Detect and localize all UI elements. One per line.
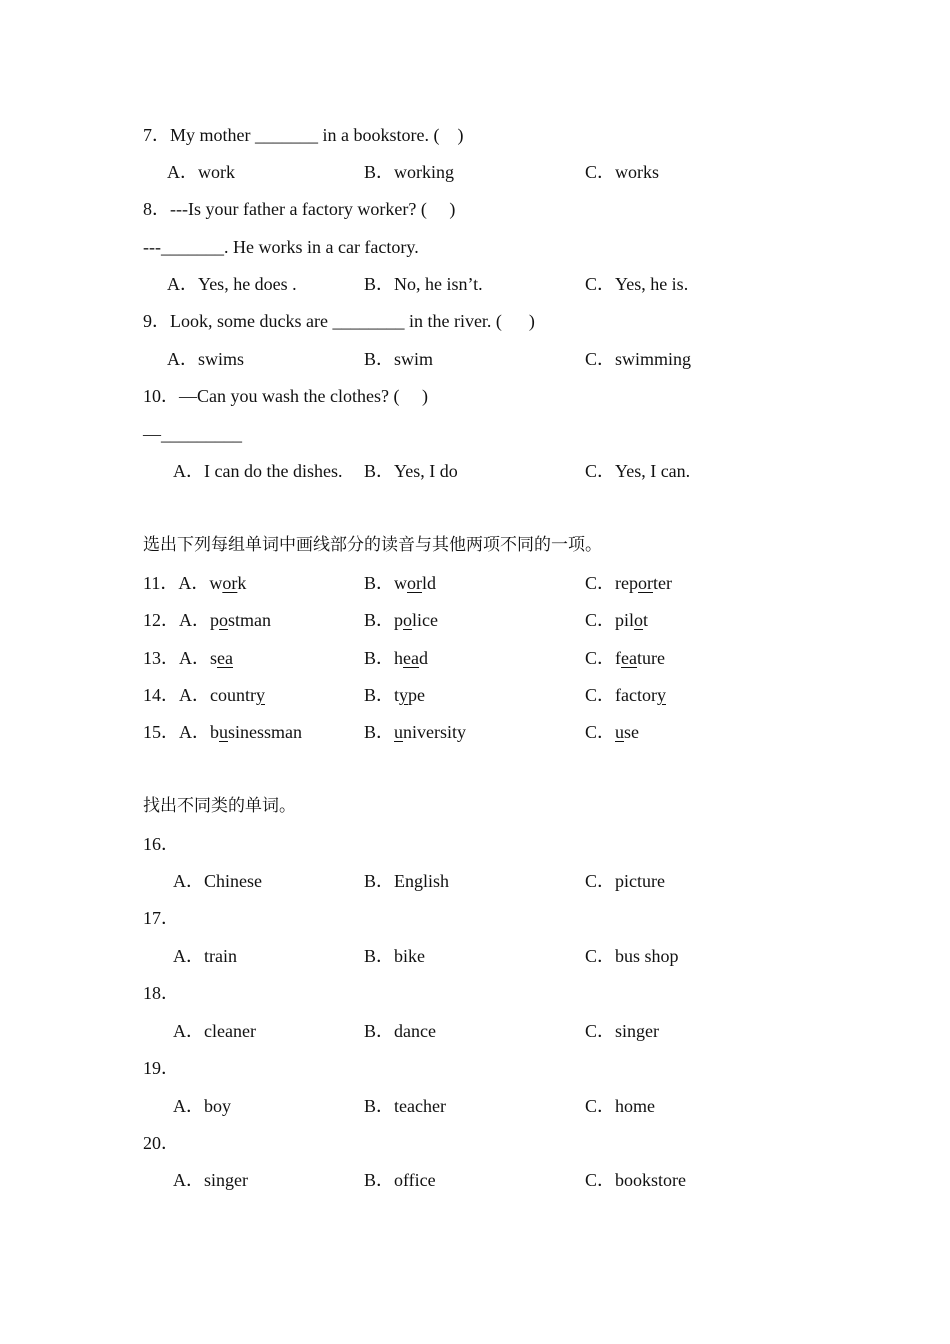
- question-14-option-b[interactable]: [364, 685, 425, 705]
- underlined-part: ea: [621, 648, 637, 668]
- word-part: pe: [408, 685, 426, 705]
- option-a-word: [210, 685, 265, 705]
- word-part: w: [209, 573, 223, 593]
- question-19-number: 19．: [143, 1058, 179, 1078]
- question-18-number: 18．: [143, 983, 179, 1003]
- option-b-label: B．: [364, 685, 395, 705]
- option-b-label: B．: [364, 722, 395, 742]
- underlined-part: y: [255, 685, 265, 705]
- word-part: f: [615, 648, 622, 668]
- question-7-stem: 7．My mother _______ in a bookstore. ( ): [143, 125, 464, 145]
- question-8-option-c[interactable]: C．Yes, he is.: [585, 274, 689, 294]
- option-c-word: [615, 610, 648, 630]
- word-part: se: [624, 722, 640, 742]
- question-10-option-b[interactable]: B．Yes, I do: [364, 461, 458, 481]
- option-b-word: [394, 610, 438, 630]
- question-9-option-a[interactable]: A．swims: [167, 349, 245, 369]
- question-13-number: 13．A．: [143, 648, 210, 668]
- question-13-option-c[interactable]: [585, 648, 665, 668]
- word-part: lice: [412, 610, 438, 630]
- question-11-option-b[interactable]: [364, 573, 436, 593]
- option-b-label: B．: [364, 610, 395, 630]
- word-part: ture: [637, 648, 665, 668]
- underlined-part: u: [394, 722, 404, 742]
- option-c-label: C．: [585, 685, 616, 705]
- option-a-word: [209, 573, 246, 593]
- question-9-option-b[interactable]: B．swim: [364, 349, 434, 369]
- question-17-option-a[interactable]: A．train: [173, 946, 237, 966]
- section-2-heading: 选出下列每组单词中画线部分的读音与其他两项不同的一项。: [143, 535, 602, 555]
- option-a-word: [210, 610, 271, 630]
- question-16-option-a[interactable]: A．Chinese: [173, 871, 262, 891]
- question-11-option-a[interactable]: [143, 573, 246, 593]
- word-part: w: [394, 573, 408, 593]
- question-10-response: —_________: [143, 424, 242, 444]
- question-16-option-b[interactable]: B．English: [364, 871, 450, 891]
- underlined-part: y: [656, 685, 666, 705]
- option-c-label: C．: [585, 648, 616, 668]
- question-8-stem: 8．---Is your father a factory worker? ( ): [143, 199, 456, 219]
- question-7-option-a[interactable]: A．work: [167, 162, 235, 182]
- question-18-option-a[interactable]: A．cleaner: [173, 1021, 256, 1041]
- underlined-part: o: [634, 610, 644, 630]
- underlined-part: or: [638, 573, 653, 593]
- underlined-part: or: [222, 573, 238, 593]
- word-part: b: [210, 722, 219, 742]
- question-17-number: 17．: [143, 908, 179, 928]
- question-12-number: 12．A．: [143, 610, 210, 630]
- word-part: d: [419, 648, 428, 668]
- underlined-part: ea: [217, 648, 233, 668]
- question-15-number: 15．A．: [143, 722, 210, 742]
- word-part: rep: [615, 573, 638, 593]
- question-18-option-b[interactable]: B．dance: [364, 1021, 436, 1041]
- question-20-option-a[interactable]: A．singer: [173, 1170, 248, 1190]
- word-part: countr: [210, 685, 256, 705]
- option-b-word: [394, 648, 428, 668]
- underlined-part: or: [407, 573, 423, 593]
- question-11-option-c[interactable]: [585, 573, 672, 593]
- option-a-word: [210, 722, 302, 742]
- word-part: h: [394, 648, 404, 668]
- word-part: stman: [228, 610, 271, 630]
- question-15-option-b[interactable]: [364, 722, 466, 742]
- underlined-part: u: [615, 722, 625, 742]
- option-b-word: [394, 685, 425, 705]
- question-20-option-b[interactable]: B．office: [364, 1170, 436, 1190]
- underlined-part: o: [219, 610, 228, 630]
- question-19-option-b[interactable]: B．teacher: [364, 1096, 446, 1116]
- question-10-option-a[interactable]: A．I can do the dishes.: [173, 461, 343, 481]
- question-11-number: 11．A．: [143, 573, 210, 593]
- question-14-number: 14．A．: [143, 685, 210, 705]
- option-c-word: [615, 648, 665, 668]
- underlined-part: u: [219, 722, 228, 742]
- word-part: ter: [653, 573, 672, 593]
- question-19-option-a[interactable]: A．boy: [173, 1096, 231, 1116]
- word-part: niversity: [403, 722, 467, 742]
- underlined-part: ea: [403, 648, 419, 668]
- word-part: p: [394, 610, 404, 630]
- option-b-word: [394, 573, 436, 593]
- question-15-option-c[interactable]: [585, 722, 639, 742]
- question-17-option-b[interactable]: B．bike: [364, 946, 425, 966]
- option-b-label: B．: [364, 573, 395, 593]
- question-12-option-b[interactable]: [364, 610, 438, 630]
- question-7-option-b[interactable]: B．working: [364, 162, 454, 182]
- question-14-option-c[interactable]: [585, 685, 666, 705]
- word-part: s: [210, 648, 218, 668]
- word-part: factor: [615, 685, 657, 705]
- question-14-option-a[interactable]: [143, 685, 265, 705]
- option-c-word: [615, 685, 666, 705]
- word-part: t: [643, 610, 649, 630]
- option-c-label: C．: [585, 573, 616, 593]
- word-part: t: [394, 685, 400, 705]
- question-10-option-c[interactable]: C．Yes, I can.: [585, 461, 691, 481]
- word-part: pil: [615, 610, 635, 630]
- word-part: sinessman: [228, 722, 302, 742]
- question-18-option-c[interactable]: C．singer: [585, 1021, 659, 1041]
- question-16-number: 16．: [143, 834, 179, 854]
- option-c-label: C．: [585, 722, 616, 742]
- section-3-heading: 找出不同类的单词。: [143, 796, 296, 816]
- question-15-option-a[interactable]: [143, 722, 302, 742]
- word-part: k: [237, 573, 247, 593]
- question-12-option-a[interactable]: [143, 610, 271, 630]
- underlined-part: o: [403, 610, 413, 630]
- word-part: ld: [422, 573, 437, 593]
- question-20-option-c[interactable]: C．bookstore: [585, 1170, 686, 1190]
- option-c-word: [615, 722, 639, 742]
- question-8-option-a[interactable]: A．Yes, he does .: [167, 274, 297, 294]
- question-13-option-b[interactable]: [364, 648, 428, 668]
- question-13-option-a[interactable]: [143, 648, 233, 668]
- question-9-stem: 9．Look, some ducks are ________ in the river. ( ): [143, 311, 535, 331]
- underlined-part: y: [399, 685, 409, 705]
- option-b-word: [394, 722, 466, 742]
- option-b-label: B．: [364, 648, 395, 668]
- question-16-option-c[interactable]: C．picture: [585, 871, 665, 891]
- option-a-word: [210, 648, 233, 668]
- question-9-option-c[interactable]: C．swimming: [585, 349, 692, 369]
- question-10-stem: 10．—Can you wash the clothes? ( ): [143, 386, 428, 406]
- word-part: p: [210, 610, 219, 630]
- option-c-word: [615, 573, 672, 593]
- question-19-option-c[interactable]: C．home: [585, 1096, 655, 1116]
- question-20-number: 20．: [143, 1133, 179, 1153]
- question-7-option-c[interactable]: C．works: [585, 162, 660, 182]
- question-17-option-c[interactable]: C．bus shop: [585, 946, 679, 966]
- question-8-response: ---_______. He works in a car factory.: [143, 237, 419, 257]
- question-12-option-c[interactable]: [585, 610, 648, 630]
- option-c-label: C．: [585, 610, 616, 630]
- question-8-option-b[interactable]: B．No, he isn’t.: [364, 274, 483, 294]
